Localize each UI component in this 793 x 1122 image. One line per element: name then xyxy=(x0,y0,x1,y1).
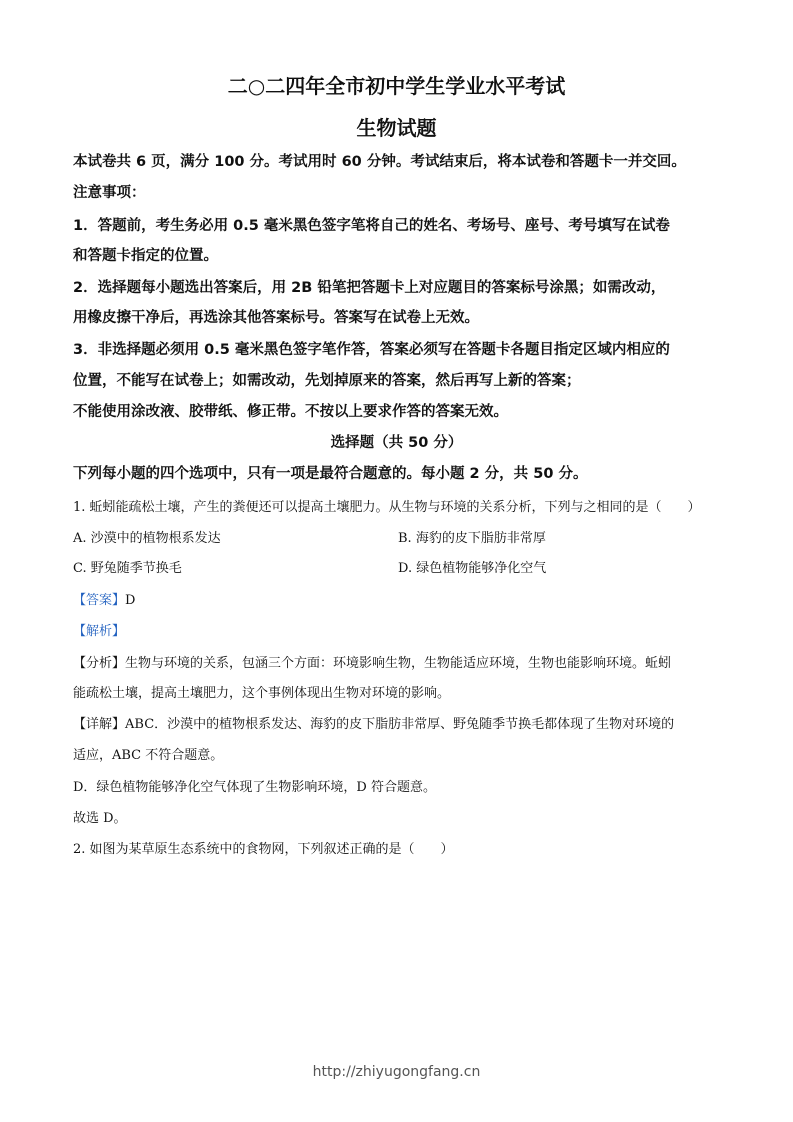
answer-line xyxy=(73,589,135,608)
instruction-item-3a: 3．非选择题必须用 0.5 毫米黑色签字笔作答，答案必须写在答题卡各题目指定区域内相应的 xyxy=(73,342,670,358)
instruction-item-3b: 位置，不能写在试卷上；如需改动，先划掉原来的答案，然后再写上新的答案； xyxy=(73,373,581,389)
detail-text-c: D．绿色植物能够净化空气体现了生物影响环境，D 符合题意。 xyxy=(73,780,436,795)
question-1-option-c: C. 野兔随季节换毛 xyxy=(73,561,182,576)
fenxi-text-b: 能疏松土壤，提高土壤肥力，这个事例体现出生物对环境的影响。 xyxy=(73,686,451,701)
footer-url: http://zhiyugongfang.cn xyxy=(312,1064,481,1080)
answer-value: D xyxy=(125,593,136,608)
detail-line-1 xyxy=(73,713,674,732)
instruction-item-1a: 1．答题前，考生务必用 0.5 毫米黑色签字笔将自己的姓名、考场号、座号、考号填写在试卷 xyxy=(73,218,670,234)
detail-text-b: 适应，ABC 不符合题意。 xyxy=(73,748,224,763)
conclusion: 故选 D。 xyxy=(73,811,127,826)
exam-title: 二○二四年全市初中学生学业水平考试 xyxy=(227,74,566,98)
detail-tag: 【详解】 xyxy=(73,717,126,732)
question-1-option-d: D. 绿色植物能够净化空气 xyxy=(398,561,547,576)
section-heading: 选择题（共 50 分） xyxy=(330,435,463,451)
subject-title: 生物试题 xyxy=(356,116,437,140)
section-intro: 下列每小题的四个选项中，只有一项是最符合题意的。每小题 2 分，共 50 分。 xyxy=(73,466,588,482)
analysis-line xyxy=(73,620,125,639)
notice-heading: 注意事项： xyxy=(73,185,146,201)
question-2-stem: 2. 如图为某草原生态系统中的食物网，下列叙述正确的是（ ） xyxy=(73,842,454,857)
question-1-option-b: B. 海豹的皮下脂肪非常厚 xyxy=(398,531,546,546)
fenxi-text-a: 生物与环境的关系，包涵三个方面：环境影响生物，生物能适应环境，生物也能影响环境。蚯蚓 xyxy=(125,656,672,671)
detail-text-a: ABC．沙漠中的植物根系发达、海豹的皮下脂肪非常厚、野兔随季节换毛都体现了生物对环境的 xyxy=(125,717,675,732)
analysis-tag: 【解析】 xyxy=(73,624,126,639)
instruction-item-1b: 和答题卡指定的位置。 xyxy=(73,248,218,264)
instruction-item-2a: 2．选择题每小题选出答案后，用 2B 铅笔把答题卡上对应题目的答案标号涂黑；如需改动， xyxy=(73,280,666,296)
instruction-item-3c: 不能使用涂改液、胶带纸、修正带。不按以上要求作答的答案无效。 xyxy=(73,404,508,420)
instruction-item-2b: 用橡皮擦干净后，再选涂其他答案标号。答案写在试卷上无效。 xyxy=(73,310,479,326)
question-1-stem: 1. 蚯蚓能疏松土壤，产生的粪便还可以提高土壤肥力。从生物与环境的关系分析，下列与之相同的是（ ） xyxy=(73,500,701,515)
question-1-option-a: A. 沙漠中的植物根系发达 xyxy=(73,531,221,546)
instruction-intro: 本试卷共 6 页，满分 100 分。考试用时 60 分钟。考试结束后，将本试卷和答题卡一并交回。 xyxy=(73,154,686,170)
answer-tag: 【答案】 xyxy=(73,593,126,608)
fenxi-tag: 【分析】 xyxy=(73,656,126,671)
fenxi-line-1 xyxy=(73,652,671,671)
